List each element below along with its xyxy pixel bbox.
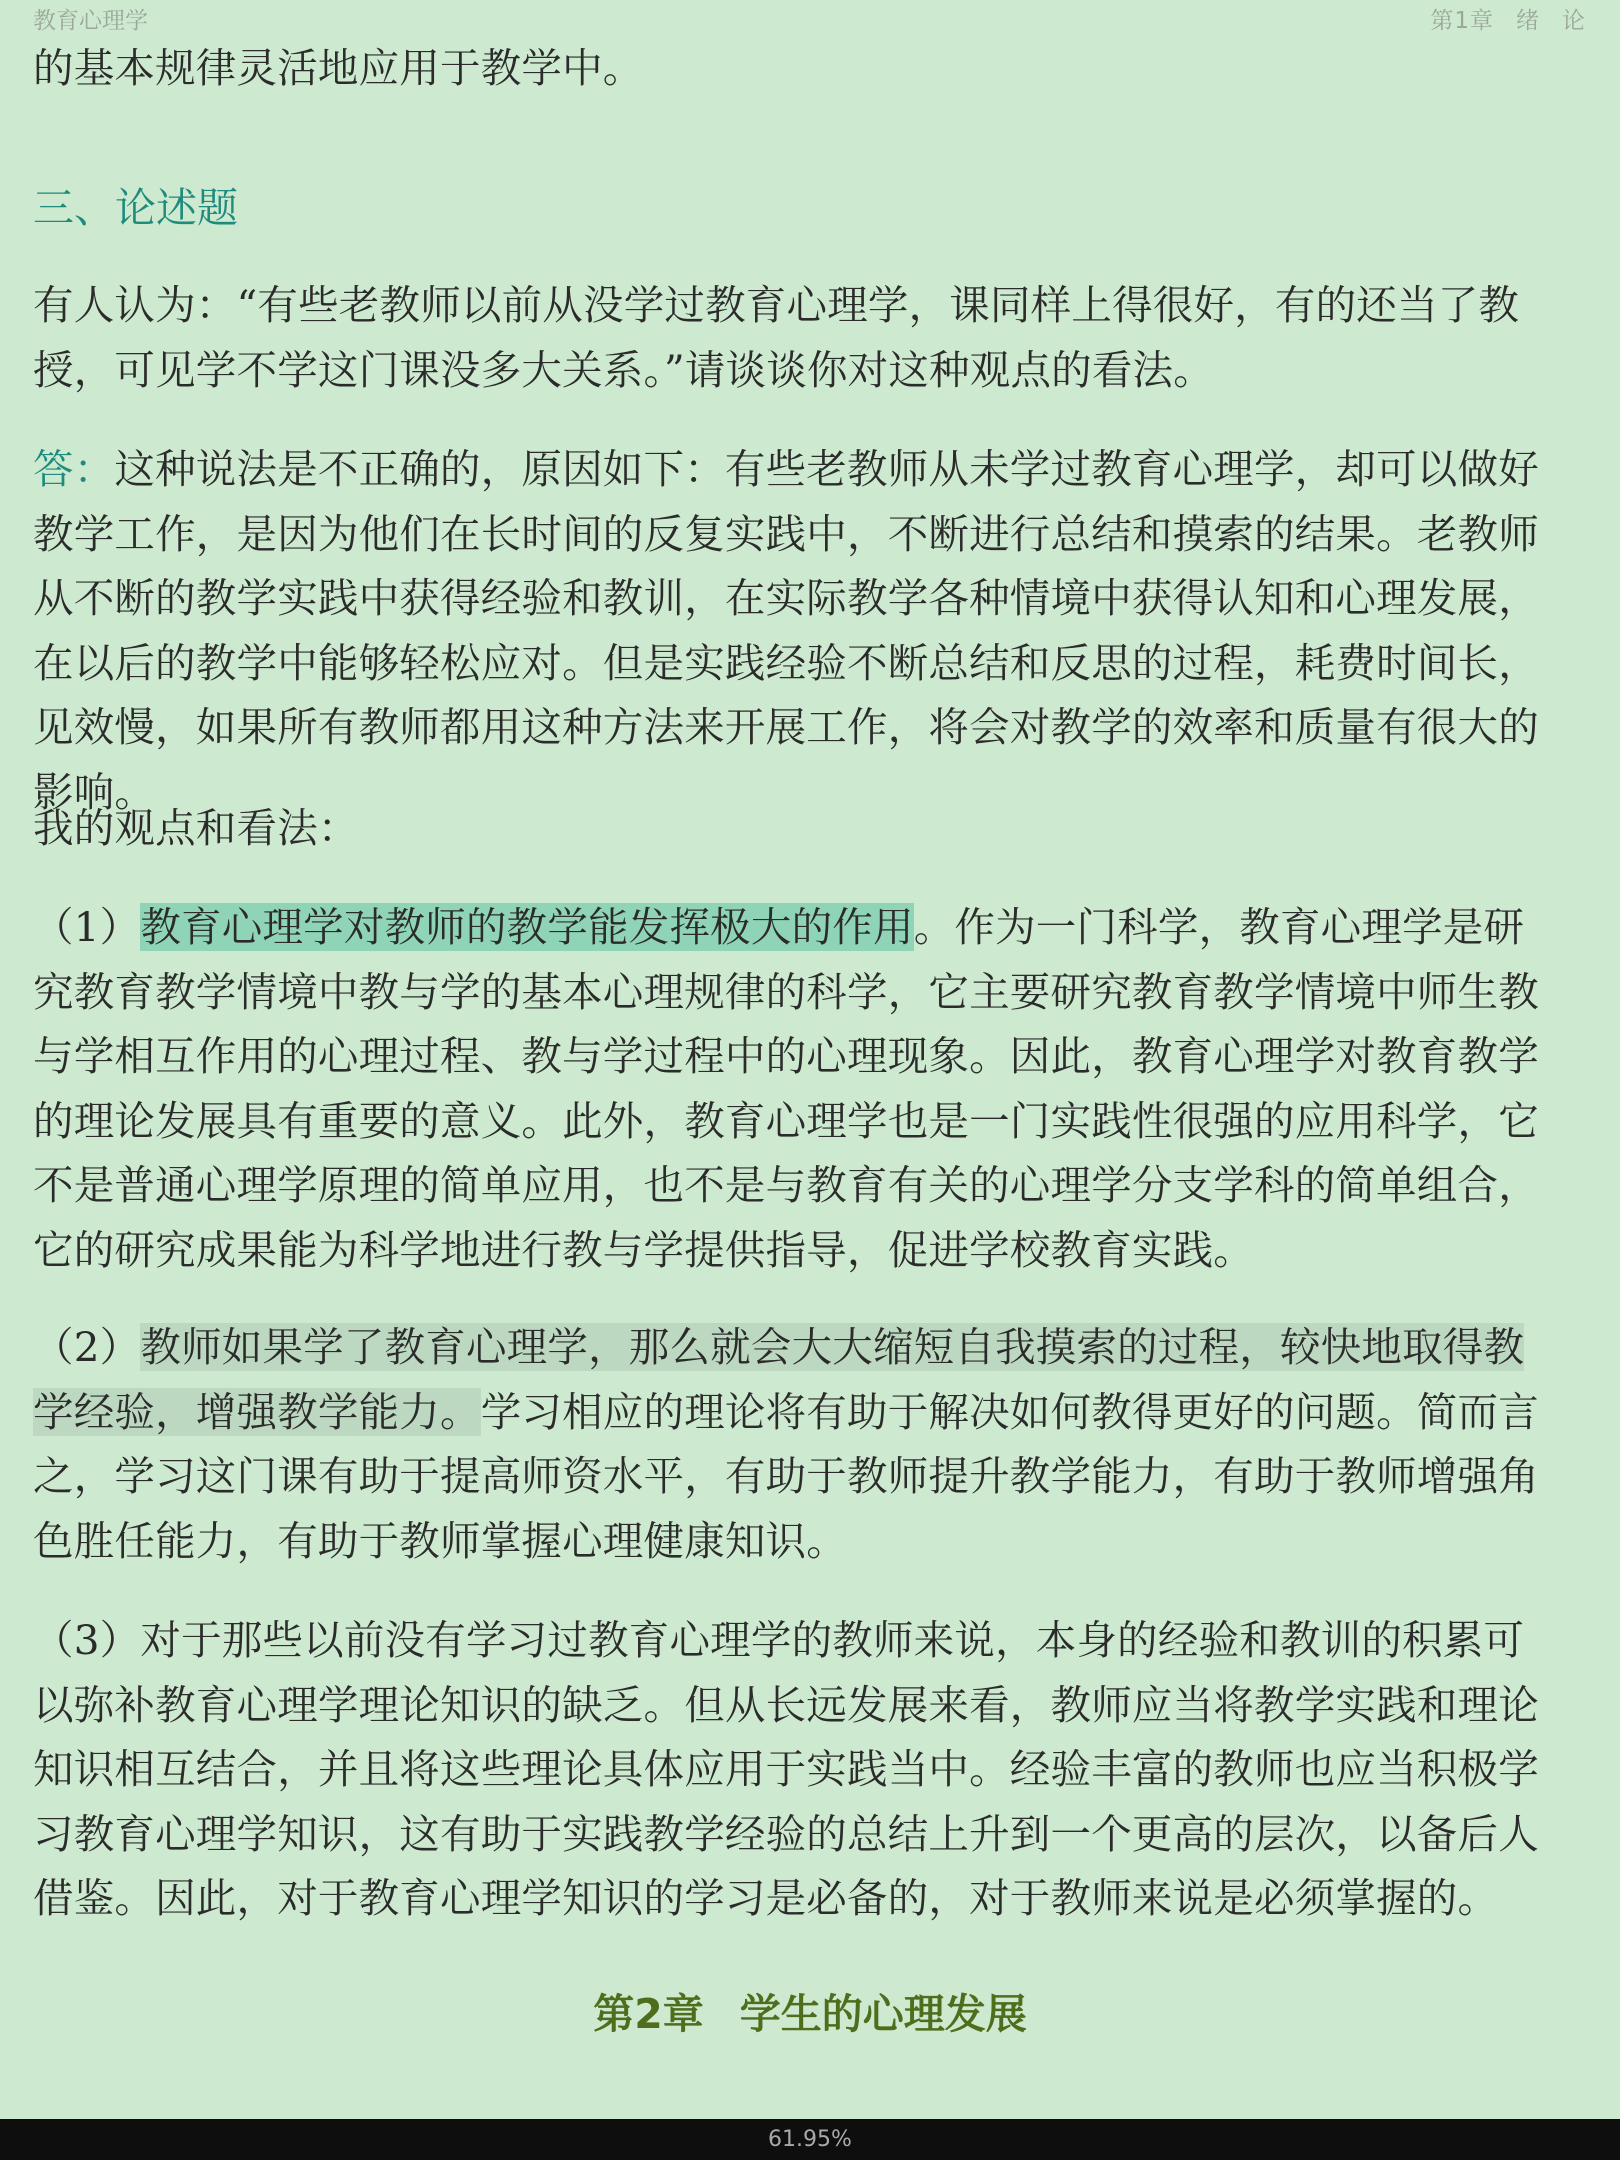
chapter-name-part-2: 论	[1562, 8, 1586, 34]
chapter-indicator	[1430, 6, 1586, 36]
point-1-highlight[interactable]: 教育心理学对教师的教学能发挥极大的作用	[140, 903, 914, 951]
answer-paragraph	[33, 437, 1553, 824]
reading-progress-percent: 61.95%	[768, 2127, 852, 2152]
answer-text: 这种说法是不正确的，原因如下：有些老教师从未学过教育心理学，却可以做好教学工作，是因为他们在长时间的反复实践中，不断进行总结和摸索的结果。老教师从不断的教学实践中获得经验和教训，在实际教学各种情境中获得认知和心理发展，在以后的教学中能够轻松应对。但是实践经验不断总结和反思的过程，耗费时间长，见效慢，如果所有教师都用这种方法来开展工作，将会对教学的效率和质量有很大的影响。	[33, 445, 1539, 816]
question-paragraph: 有人认为：“有些老教师以前从没学过教育心理学，课同样上得很好，有的还当了教授，可见学不学这门课没多大关系。”请谈谈你对这种观点的看法。	[33, 281, 1520, 394]
view-heading: 我的观点和看法：	[33, 804, 359, 852]
point-1-text: 。作为一门科学，教育心理学是研究教育教学情境中教与学的基本心理规律的科学，它主要研究教育教学情境中师生教与学相互作用的心理过程、教与学过程中的心理现象。因此，教育心理学对教育教学的理论发展具有重要的意义。此外，教育心理学也是一门实践性很强的应用科学，它不是普通心理学原理的简单应用，也不是与教育有关的心理学分支学科的简单组合，它的研究成果能为科学地进行教与学提供指导，促进学校教育实践。	[33, 903, 1539, 1274]
next-chapter-title: 学生的心理发展	[739, 1990, 1027, 2038]
point-1-paragraph	[33, 895, 1553, 1282]
next-chapter-number: 第2章	[593, 1990, 704, 2038]
point-3-paragraph: （3）对于那些以前没有学习过教育心理学的教师来说，本身的经验和教训的积累可以弥补教育心理学理论知识的缺乏。但从长远发展来看，教师应当将教学实践和理论知识相互结合，并且将这些理论具体应用于实践当中。经验丰富的教师也应当积极学习教育心理学知识，这有助于实践教学经验的总结上升到一个更高的层次，以备后人借鉴。因此，对于教育心理学知识的学习是必备的，对于教师来说是必须掌握的。	[33, 1616, 1539, 1922]
book-title: 教育心理学	[33, 8, 148, 34]
point-2-number: （2）	[33, 1323, 141, 1371]
next-chapter-heading	[0, 1982, 1620, 2046]
section-title: 三、论述题	[33, 184, 238, 232]
point-2-highlight[interactable]: 教师如果学了教育心理学，那么就会大大缩短自我摸索的过程，较快地取得教学经验，增强教学能力。	[33, 1323, 1525, 1436]
answer-label: 答：	[33, 445, 115, 493]
point-1-number: （1）	[33, 903, 141, 951]
chapter-number: 第1章	[1430, 8, 1494, 34]
chapter-name-part-1: 绪	[1516, 8, 1540, 34]
point-2-paragraph	[33, 1315, 1553, 1573]
reading-progress-bar[interactable]	[0, 2119, 1620, 2160]
continued-paragraph: 的基本规律灵活地应用于教学中。	[33, 44, 644, 92]
point-2-text: 学习相应的理论将有助于解决如何教得更好的问题。简而言之，学习这门课有助于提高师资水平，有助于教师提升教学能力，有助于教师增强角色胜任能力，有助于教师掌握心理健康知识。	[33, 1387, 1539, 1565]
